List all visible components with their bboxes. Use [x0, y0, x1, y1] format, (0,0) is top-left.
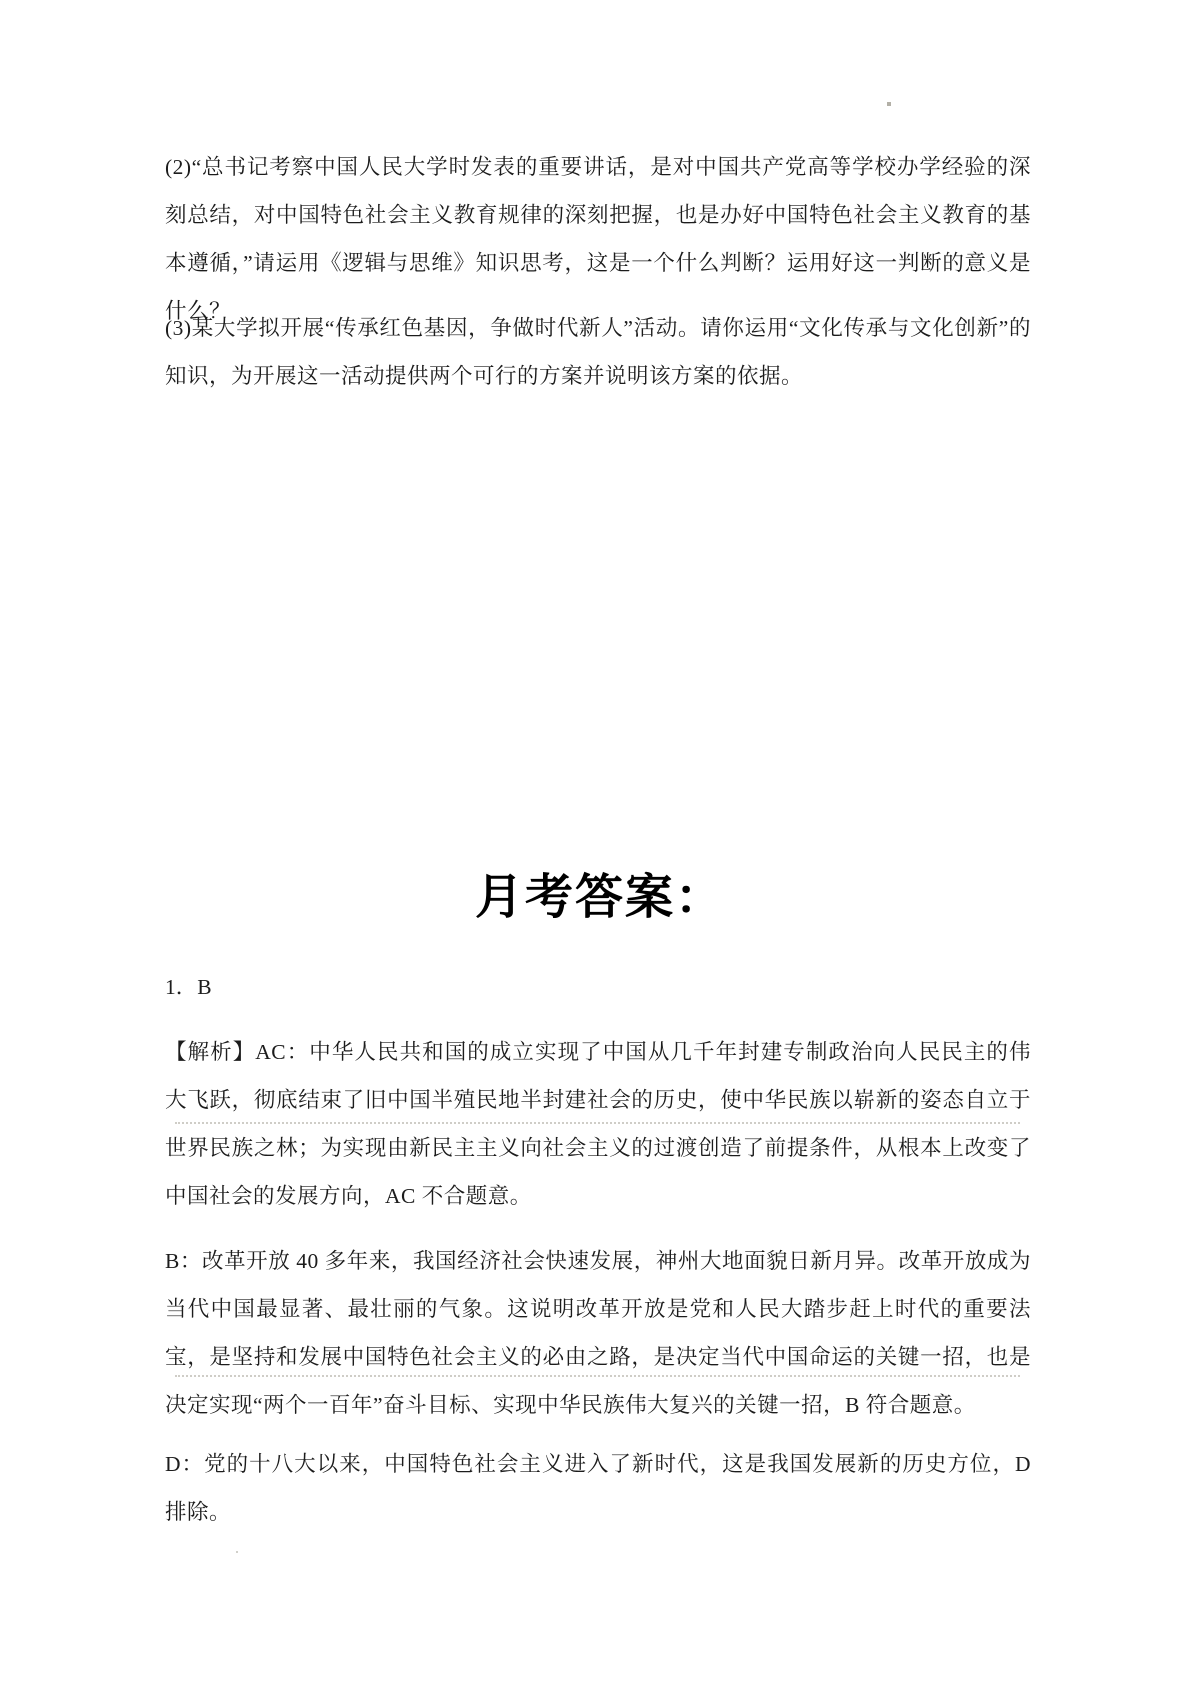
analysis-paragraph-ac: 【解析】AC：中华人民共和国的成立实现了中国从几千年封建专制政治向人民民主的伟大飞跃，彻底结束了旧中国半殖民地半封建社会的历史，使中华民族以崭新的姿态自立于世界民族之林；为实现由新民主主义向社会主义的过渡创造了前提条件，从根本上改变了中国社会的发展方向，AC 不合题意。	[165, 1040, 1031, 1208]
analysis-paragraph-b: B：改革开放 40 多年来，我国经济社会快速发展，神州大地面貌日新月异。改革开放成为当代中国最显著、最壮丽的气象。这说明改革开放是党和人民大踏步赶上时代的重要法宝，是坚持和发展中国特色社会主义的必由之路，是决定当代中国命运的关键一招，也是决定实现“两个一百年”奋斗目标、实现中华民族伟大复兴的关键一招，B 符合题意。	[165, 1249, 1031, 1417]
analysis-paragraph-d: D：党的十八大以来，中国特色社会主义进入了新时代，这是我国发展新的历史方位，D 排除。	[165, 1452, 1031, 1524]
scan-artifact-speck-top	[887, 102, 891, 106]
question-2-paragraph: (2)“总书记考察中国人民大学时发表的重要讲话，是对中国共产党高等学校办学经验的深刻总结，对中国特色社会主义教育规律的深刻把握，也是办好中国特色社会主义教育的基本遵循，”请运用《逻辑与思维》知识思考，这是一个什么判断？运用好这一判断的意义是什么？	[165, 155, 1031, 323]
answers-section-heading: 月考答案：	[474, 871, 725, 924]
question-3-paragraph: (3)某大学拟开展“传承红色基因，争做时代新人”活动。请你运用“文化传承与文化创新”的知识，为开展这一活动提供两个可行的方案并说明该方案的依据。	[165, 316, 1031, 388]
answer-number-line: 1．B	[165, 975, 212, 999]
scan-artifact-speck-bottom	[236, 1551, 238, 1553]
